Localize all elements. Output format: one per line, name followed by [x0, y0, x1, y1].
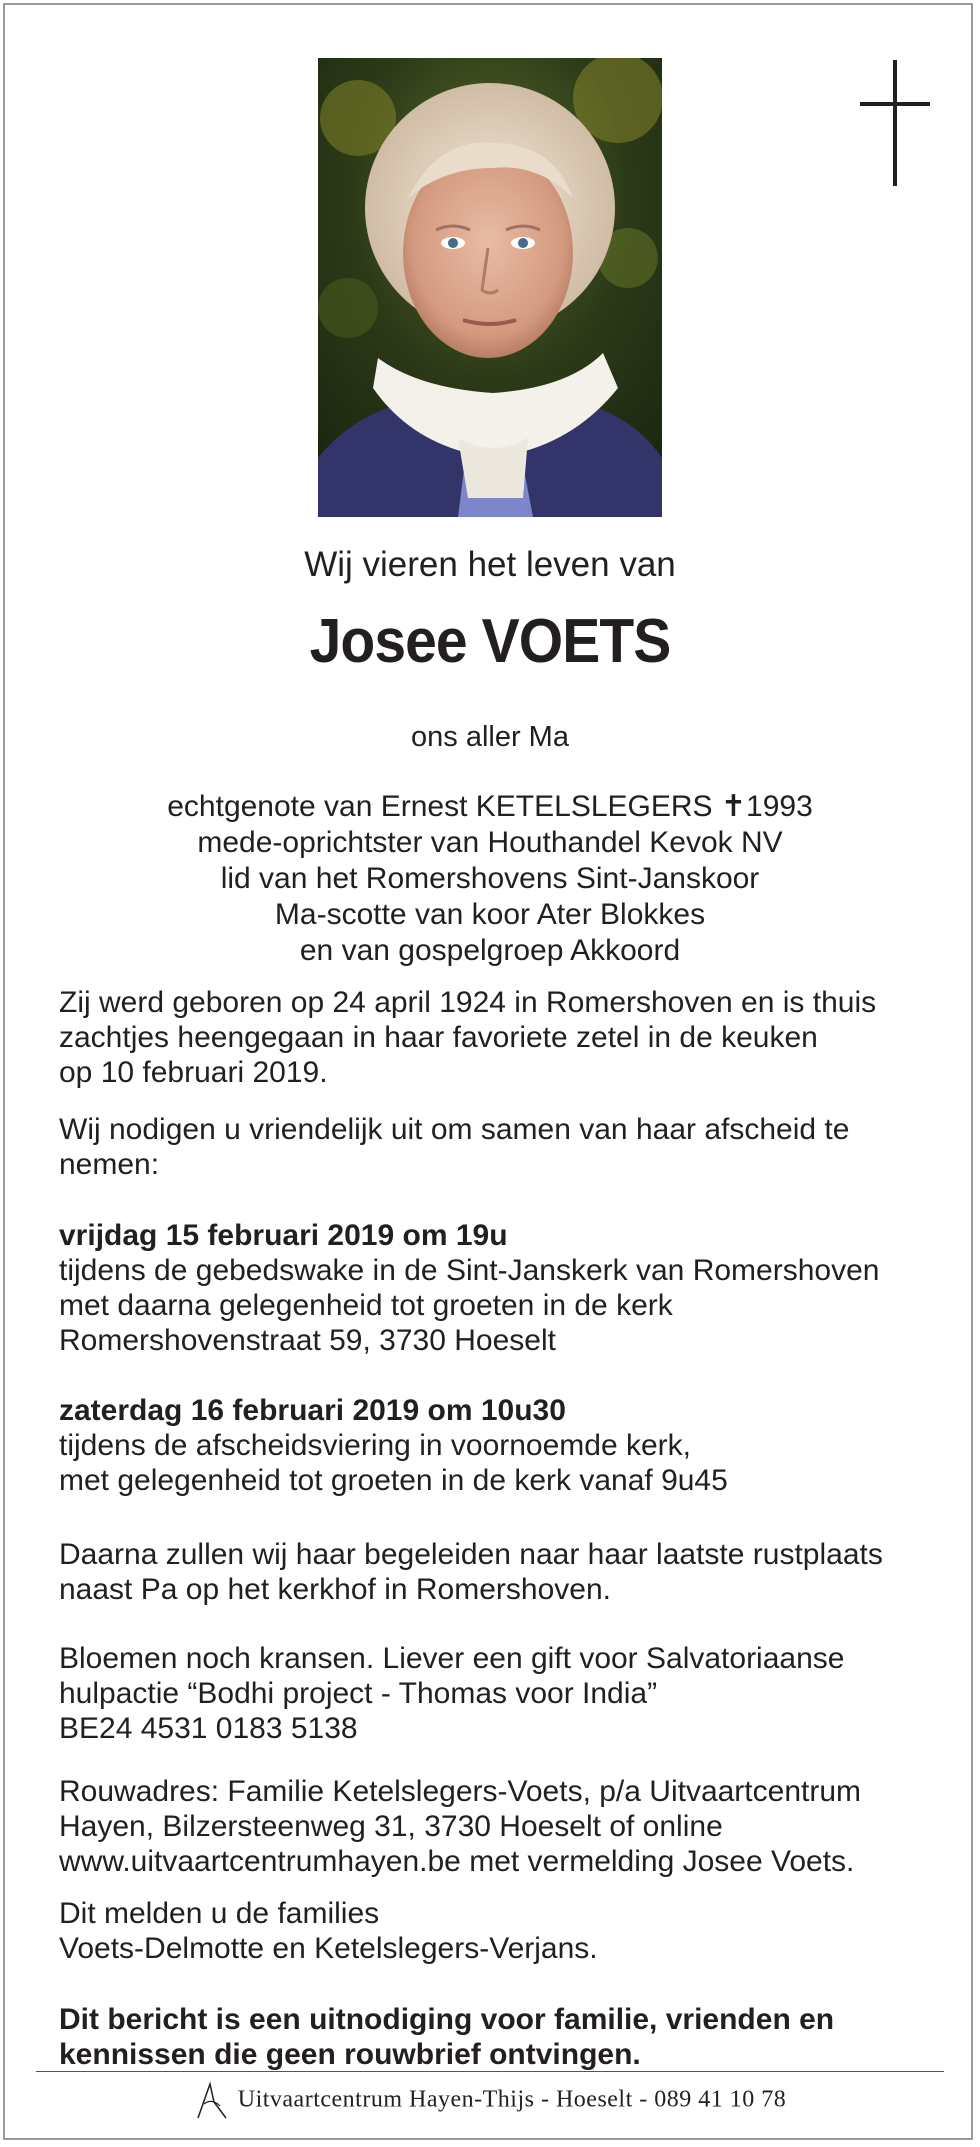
- deceased-name: Josee VOETS: [309, 607, 671, 676]
- text-line: Voets-Delmotte en Ketelslegers-Verjans.: [59, 1932, 598, 1965]
- text-line: Dit melden u de families: [59, 1897, 380, 1930]
- title-line: echtgenote van Ernest KETELSLEGERS ✝1993: [167, 790, 813, 823]
- flowers-paragraph: [59, 1641, 939, 1746]
- text-line: kennissen die geen rouwbrief ontvingen.: [59, 2038, 641, 2071]
- text-line: zachtjes heengegaan in haar favoriete zetel in de keuken: [59, 1021, 818, 1054]
- text-line: Wij nodigen u vriendelijk uit om samen van haar afscheid te: [59, 1113, 850, 1146]
- text-line: Daarna zullen wij haar begeleiden naar haar laatste rustplaats: [59, 1538, 883, 1571]
- families-paragraph: [59, 1896, 939, 1966]
- text-line: Zij werd geboren op 24 april 1924 in Romershoven en is thuis: [59, 986, 877, 1019]
- portrait-photo: [318, 58, 662, 517]
- text-line: BE24 4531 0183 5138: [59, 1712, 358, 1745]
- text-line: tijdens de afscheidsviering in voornoemde kerk,: [59, 1429, 692, 1462]
- intro-text: Wij vieren het leven van: [304, 545, 676, 584]
- event-date: vrijdag 15 februari 2019 om 19u: [59, 1219, 508, 1252]
- nickname: ons aller Ma: [411, 721, 569, 753]
- title-line: en van gospelgroep Akkoord: [299, 934, 681, 967]
- text-line: met daarna gelegenheid tot groeten in de kerk: [59, 1289, 673, 1322]
- event-funeral: [59, 1393, 939, 1498]
- address-paragraph: [59, 1774, 939, 1879]
- text-line: Romershovenstraat 59, 3730 Hoeselt: [59, 1324, 556, 1357]
- text-line: nemen:: [59, 1148, 160, 1181]
- text-line: tijdens de gebedswake in de Sint-Janskerk van Romershoven: [59, 1254, 880, 1287]
- titles-block: [0, 789, 980, 969]
- title-line: mede-oprichtster van Houthandel Kevok NV: [197, 826, 783, 859]
- event-date: zaterdag 16 februari 2019 om 10u30: [59, 1394, 566, 1427]
- text-line: Hayen, Bilzersteenweg 31, 3730 Hoeselt of online: [59, 1810, 723, 1843]
- footer-divider: [36, 2071, 944, 2072]
- burial-paragraph: [59, 1537, 939, 1607]
- title-line: Ma-scotte van koor Ater Blokkes: [274, 898, 706, 931]
- notice-paragraph: [59, 2002, 939, 2072]
- text-line: hulpactie “Bodhi project - Thomas voor India”: [59, 1677, 658, 1710]
- text-line: www.uitvaartcentrumhayen.be met vermelding Josee Voets.: [59, 1845, 855, 1878]
- invitation-paragraph: [59, 1112, 939, 1182]
- funeral-home-logo-icon: [194, 2080, 230, 2122]
- text-line: Bloemen noch kransen. Liever een gift voor Salvatoriaanse: [59, 1642, 845, 1675]
- text-line: Rouwadres: Familie Ketelslegers-Voets, p/a Uitvaartcentrum: [59, 1775, 862, 1808]
- birth-death-paragraph: [59, 985, 939, 1090]
- cross-icon: [858, 60, 932, 186]
- text-line: op 10 februari 2019.: [59, 1056, 328, 1089]
- text-line: naast Pa op het kerkhof in Romershoven.: [59, 1573, 611, 1606]
- text-line: Dit bericht is een uitnodiging voor familie, vrienden en: [59, 2003, 835, 2036]
- footer: [0, 2080, 980, 2122]
- event-wake: [59, 1218, 939, 1358]
- text-line: met gelegenheid tot groeten in de kerk vanaf 9u45: [59, 1464, 728, 1497]
- title-line: lid van het Romershovens Sint-Janskoor: [220, 862, 760, 895]
- footer-text: Uitvaartcentrum Hayen-Thijs - Hoeselt - 089 41 10 78: [237, 2086, 787, 2113]
